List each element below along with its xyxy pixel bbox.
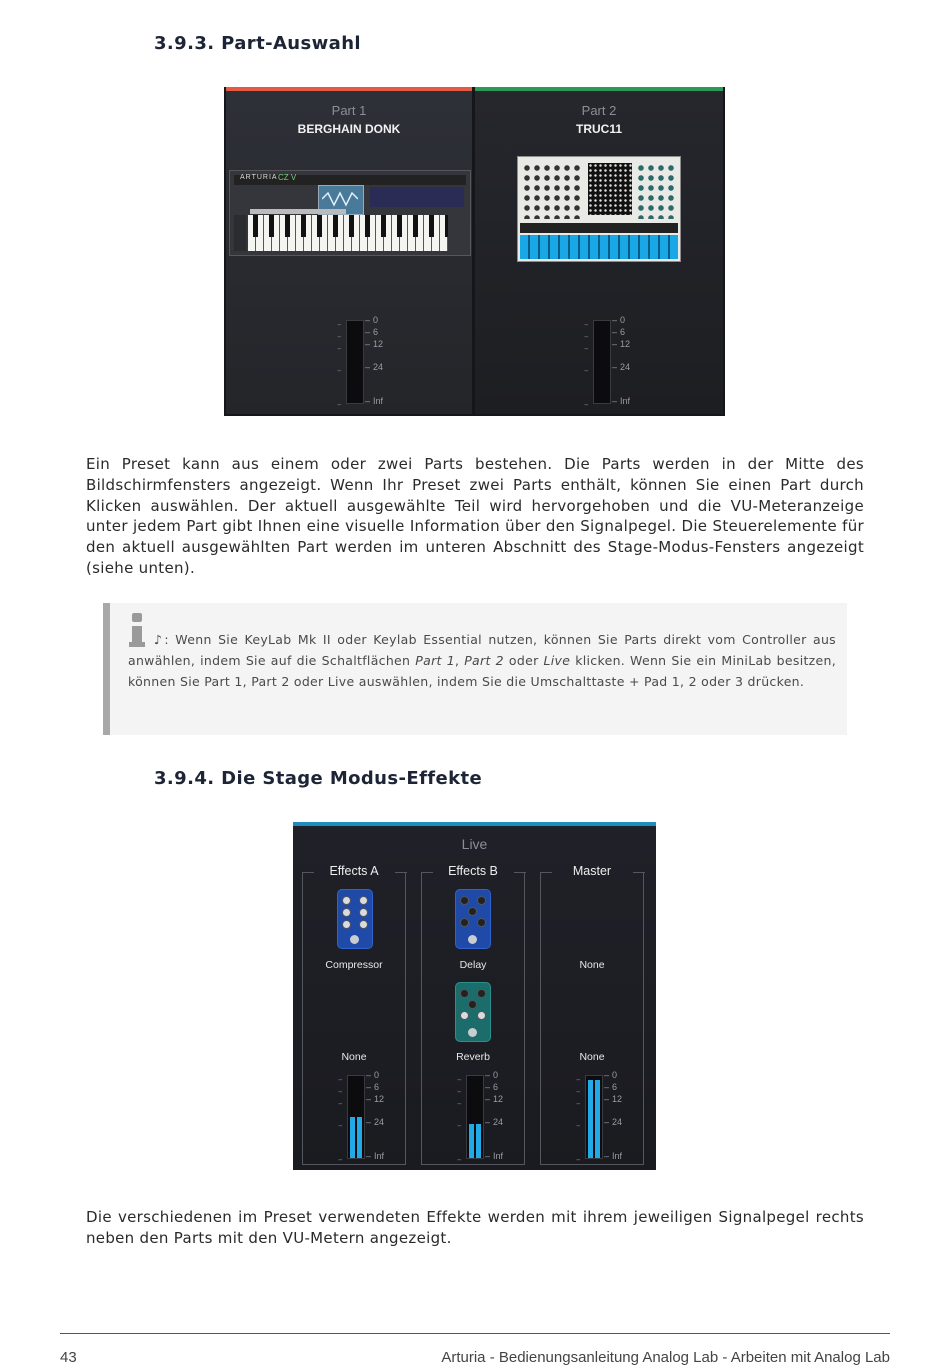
vu-tick: – 0 (604, 1070, 617, 1080)
vu-tick: – 0 (366, 1070, 379, 1080)
footer-title: Arturia - Bedienungsanleitung Analog Lab - Arbeiten mit Analog Lab (441, 1349, 890, 1366)
vu-tick: – 24 (485, 1117, 503, 1127)
vu-tick: – 12 (604, 1094, 622, 1104)
vu-tick: – 24 (365, 362, 383, 372)
paragraph-part-selection: Ein Preset kann aus einem oder zwei Parts bestehen. Die Parts werden in der Mitte des Bildschirmfensters angezeigt. Wenn Ihr Preset zwei Parts enthält, können Sie einen Part durch Klicken auswählen. Der aktuell ausgewählte Teil wird hervorgehoben und die VU-Meteranzeige unter jedem Part gibt Ihnen eine visuelle Information über den Signalpegel. Die Steuerelemente für den aktuell ausgewählten Part werden im unteren Abschnitt des Stage-Modus-Fensters angezeigt (siehe unten). (86, 455, 864, 577)
vu-tick: – Inf (612, 396, 630, 406)
vu-tick: – 12 (366, 1094, 384, 1104)
vu-tick: – Inf (485, 1151, 503, 1161)
part-1-vu-meter: – – – – – – 0 – 6 – 12 – 24 – Inf (334, 315, 394, 410)
vu-tick: – 6 (366, 1082, 379, 1092)
compressor-pedal-icon[interactable] (337, 889, 373, 949)
vu-level-left (350, 1117, 355, 1158)
effects-b-slot2-name: Reverb (456, 1051, 490, 1063)
part-2-preset-name: TRUC11 (575, 122, 622, 136)
vu-tick: – 0 (485, 1070, 498, 1080)
vu-tick: – 6 (604, 1082, 617, 1092)
vu-tick: – 0 (612, 315, 625, 325)
vu-tick: – Inf (366, 1151, 384, 1161)
effects-b-slot1-name: Delay (459, 959, 487, 971)
part-1-label: Part 1 (331, 103, 367, 118)
note-box (103, 603, 847, 735)
vu-tick: – Inf (365, 396, 383, 406)
vu-tick: – 24 (604, 1117, 622, 1127)
effects-a-title: Effects A (329, 864, 379, 878)
vu-level-right (476, 1124, 481, 1158)
vu-level-left (588, 1080, 593, 1158)
vu-tick: – 12 (612, 339, 630, 349)
master-title: Master (572, 864, 612, 878)
effects-a-slot2-name: None (341, 1051, 367, 1063)
footer-divider (60, 1333, 890, 1334)
synth-cz-v-image (229, 170, 471, 256)
effects-screenshot (293, 822, 656, 1170)
vu-tick: – 0 (365, 315, 378, 325)
waveform-icon (322, 191, 358, 207)
vu-tick: – 24 (366, 1117, 384, 1127)
live-label: Live (461, 836, 488, 852)
master-slot2-name: None (579, 1051, 605, 1063)
section-title-effects: 3.9.4. Die Stage Modus-Effekte (154, 768, 483, 789)
master-slot1-name: None (579, 959, 605, 971)
vu-tick: – 6 (365, 327, 378, 337)
vu-tick: – 24 (612, 362, 630, 372)
note-text: ♪: Wenn Sie KeyLab Mk II oder Keylab Essential nutzen, können Sie Parts direkt vom Controller aus anwählen, indem Sie auf die Schaltflächen Part 1, Part 2 oder Live klicken. Wenn Sie ein MiniLab besitzen, können Sie Part 1, Part 2 oder Live auswählen, indem Sie die Umschalttaste + Pad 1, 2 oder 3 drücken. (128, 632, 837, 689)
master-vu-meter: – – – – – – 0 – 6 – 12 – 24 – Inf (573, 1070, 633, 1165)
part-2-label: Part 2 (581, 103, 617, 118)
effects-b-vu-meter: – – – – – – 0 – 6 – 12 – 24 – Inf (454, 1070, 514, 1165)
vu-tick: – 12 (485, 1094, 503, 1104)
vu-tick: – 12 (365, 339, 383, 349)
reverb-pedal-icon[interactable] (455, 982, 491, 1042)
vu-tick: – 6 (612, 327, 625, 337)
part-1-panel[interactable] (226, 87, 472, 414)
part-1-preset-name: BERGHAIN DONK (297, 122, 401, 136)
parts-screenshot (224, 87, 725, 416)
synth-modular-image (517, 156, 681, 262)
footer-page-number: 43 (60, 1349, 77, 1366)
delay-pedal-icon[interactable] (455, 889, 491, 949)
part-2-vu-meter: – – – – – – 0 – 6 – 12 – 24 – Inf (581, 315, 641, 410)
part-2-panel[interactable] (475, 87, 723, 414)
vu-level-left (469, 1124, 474, 1158)
effects-b-title: Effects B (448, 864, 498, 878)
vu-level-right (595, 1080, 600, 1158)
vu-tick: – 6 (485, 1082, 498, 1092)
synth-model: CZ V (278, 173, 297, 182)
master-column (540, 864, 644, 1166)
effects-b-column (421, 864, 525, 1166)
vu-level-right (357, 1117, 362, 1158)
vu-tick: – Inf (604, 1151, 622, 1161)
effects-a-vu-meter: – – – – – – 0 – 6 – 12 – 24 – Inf (335, 1070, 395, 1165)
synth-brand: ARTURIA (240, 174, 278, 181)
effects-a-column (302, 864, 406, 1166)
paragraph-effects: Die verschiedenen im Preset verwendeten Effekte werden mit ihrem jeweiligen Signalpegel rechts neben den Parts mit den VU-Metern angezeigt. (86, 1208, 864, 1247)
effects-a-slot1-name: Compressor (325, 959, 383, 971)
section-title-part-selection: 3.9.3. Part-Auswahl (154, 33, 361, 54)
